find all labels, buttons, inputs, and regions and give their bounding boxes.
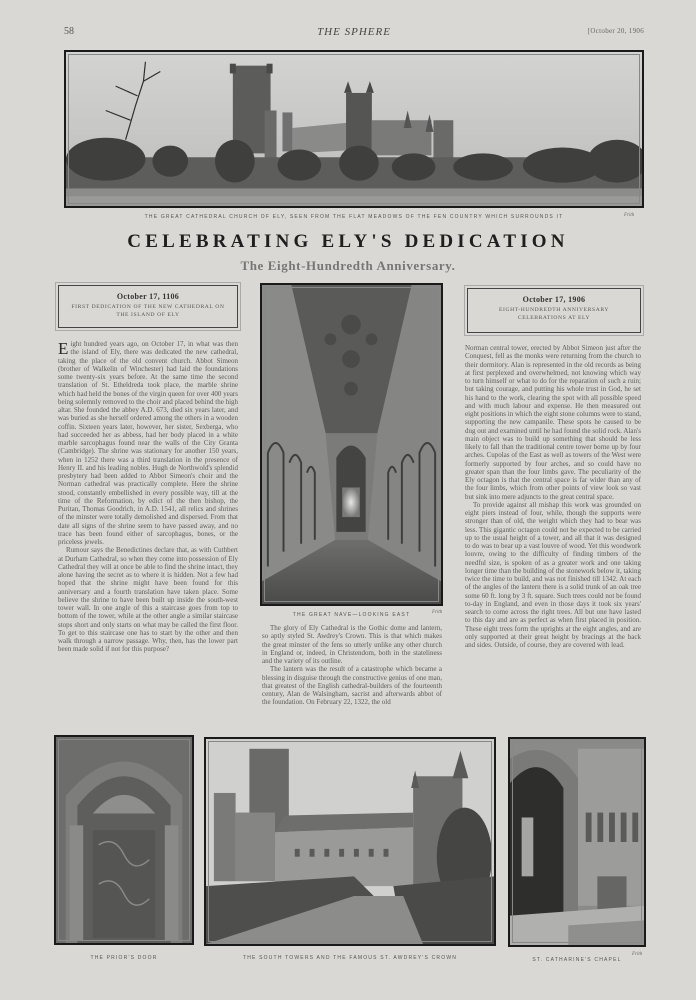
magazine-title: THE SPHERE [317, 26, 391, 38]
top-photo-caption: THE GREAT CATHEDRAL CHURCH OF ELY, SEEN FROM THE FLAT MEADOWS OF THE FEN COUNTRY WHICH SURROUNDS IT [144, 214, 564, 220]
article-right-paragraph-1: Norman central tower, erected by Abbot Simeon just after the Conquest, fell as the monks were returning from the church to their dormitory. Alan is represented in the old records as being at first perplexed and overwhelmed, not knowing which way to turn himself or what to do for the reparation of such a ruin; but taking courage, and putting his whole trust in God, he set his hand to the work, clearing the spot with all possible speed and with much labour and expense. He then measured out eight positions in which the eight stone columns were to stand, supporting the new campanile. These spots he caused to be dug out and examined until he had found the solid rock. Alan's main object was to build up something that should be less likely to fall than the traditional centre tower borne up by four arches. Cupolas of the East as well as towers of the West were formerly supported by four arches, and so could have no greater span than the four limbs gave. The peculiarity of the Ely octagon is that the central space is far wider than any of the four limbs, which from other points of view look so vast but sink into mere adjuncts to the great central space. [465, 344, 641, 501]
date-box-1106 [58, 285, 238, 328]
date-box-1106-date: October 17, 1106 [116, 292, 180, 301]
article-left-paragraph-2: Rumour says the Benedictines declare that, as with Cuthbert at Durham Cathedral, so when they come into possession of Ely Cathedral they will at once be able to find the shrine intact, they alone having the secret as to where it is hidden. Not a few had hoped that the shrine might have been found for this anniversary and a fourth translation have taken place. Some believe the shrine to have been built up inside the south-west tower wall. In one angle of this a staircase goes from top to bottom of the tower, while at the other angle a similar staircase stops short and only starts on what may be called the first floor. To get to this staircase one has to start by the other and then walk through a narrow passage. Why, then, has the lower part been made solid if not for this purpose? [58, 546, 238, 654]
date-box-1906 [467, 288, 641, 333]
article-center-paragraph-1: The glory of Ely Cathedral is the Gothic dome and lantern, so aptly styled St. Awdrey's Crown. This is that which makes the great minster of the fens so utterly unlike any other church in England or, indeed, in Christendom, both in the stateliness and the variety of its outline. [262, 624, 442, 665]
page-number: 58 [64, 26, 74, 37]
chapel-image [510, 739, 644, 945]
issue-date: [October 20, 1906 [587, 27, 644, 35]
article-right-column [465, 344, 641, 649]
running-head [64, 26, 644, 42]
drop-cap: E [58, 339, 69, 358]
south-towers-caption: THE SOUTH TOWERS AND THE FAMOUS ST. AWDREY'S CROWN [242, 955, 458, 961]
article-right-paragraph-2: To provide against all mishap this work was grounded on eight piers instead of four, while, though the supports were stronger than of old, the weight which they had to bear was less. This gigantic octagon could not be expected to be carried up to the usual height of a tower, and all that it was designed to do was to bear up a vast louvre of wood. Yet this woodwork louvre, owing to the difficulty of finding timbers of the needful size, is spoken of as a greater work and one taking longer time than the building of the stonework below it, taking twice the time to build, and was not finished till 1342. At each of the angles of the lantern there is a solid trunk of an oak tree some 60 ft. long by 3 ft. square. Such trees could not be found to-day in England, and even in those days it took six years' search to come across the right trees. All but one have lasted to this day and are as perfect as when first placed in position. These eight trees form the uprights at the eight angles, and are only supported at their great height by bracings at the back and sides. Outside, of course, they are covered with lead. [465, 500, 641, 649]
photo-priors-door [54, 735, 194, 945]
article-left-paragraph-1 [58, 340, 238, 546]
date-box-1906-date: October 17, 1906 [522, 295, 586, 304]
article-left-column [58, 340, 238, 654]
nave-photo-credit: Frith [432, 610, 443, 615]
chapel-credit: Frith [632, 952, 643, 957]
photo-south-towers [204, 737, 496, 946]
photo-st-catharines-chapel [508, 737, 646, 947]
priors-door-image [56, 737, 192, 943]
left-paragraph-1-text: ight hundred years ago, on October 17, in what was then the island of Ely, there was dedicated the new cathedral, taking the place of the old convent church. Abbot Simeon (brother of Walkelin of Winchester) had laid the foundations some twenty-six years before. At the same time the second translation of St. Etheldreda took place, the marble shrine which had held the bones of the virgin queen for over 400 years being solemnly removed to the choir and placed behind the high altar. She founded the abbey A.D. 673, died six years later, and was buried as she herself ordered among the others in a wooden coffin. Sixteen years later, however, her sister, Sexberga, who had succeeded her as abbess, had her body placed in a white marble sarcophagus found near the walls of the City Granta (Cambridge). The shrine was stationary for another 150 years, when in 1252 there was a third translation in the presence of Henry II. and his leading nobles. Hugh de Northwold's splendid presbytery had been added to Abbot Simeon's choir and the Norman cathedral was practically complete. Here the shrine stood, constantly embellished in every possible way, till at the time of the Reformation, by edict of the then bishop, the Puritan, Thomas Goodrich, in A.D. 1541, all relics and shrines of the minster were totally demolished and dispersed. From that date all signs of the shrine seem to have passed away, and no trace has been found either of sarcophagus, bones, or the priceless jewels. [58, 340, 239, 546]
chapel-caption: ST. CATHARINE'S CHAPEL [532, 957, 622, 963]
headline: CELEBRATING ELY'S DEDICATION [127, 231, 569, 252]
article-center-column [262, 624, 442, 707]
subheadline: The Eight-Hundredth Anniversary. [240, 258, 456, 273]
date-box-1906-text: EIGHT-HUNDREDTH ANNIVERSARY CELEBRATIONS AT ELY [499, 307, 609, 321]
article-center-paragraph-2: The lantern was the result of a catastrophe which became a blessing in disguise through the constructive genius of one man, that greatest of the English cathedral-builders of the fourteenth century, Alan de Walsingham, sacrist and afterwards abbot of the foundation. On February 22, 1322, the old [262, 665, 442, 707]
photo-cathedral-panorama [64, 50, 644, 208]
cathedral-panorama-image [66, 52, 642, 206]
south-towers-image [206, 739, 494, 944]
priors-door-caption: THE PRIOR'S DOOR [90, 955, 158, 961]
top-photo-credit: Frith [624, 213, 635, 218]
date-box-1106-text: FIRST DEDICATION OF THE NEW CATHEDRAL ON THE ISLAND OF ELY [71, 304, 225, 318]
nave-photo-caption: THE GREAT NAVE—LOOKING EAST [292, 612, 411, 618]
nave-interior-image [262, 285, 441, 604]
photo-great-nave [260, 283, 443, 606]
